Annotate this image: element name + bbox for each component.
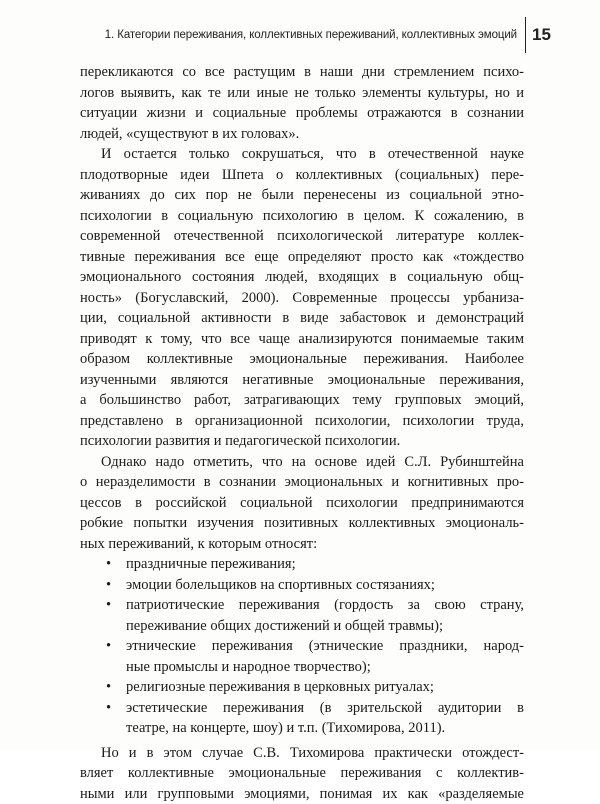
body-text (80, 62, 524, 804)
list-item-text: религиозные переживания в церковных ритуалах; (126, 679, 434, 695)
text-line: Однако надо отметить, что на основе идей С.Л. Рубинштейна (80, 452, 524, 473)
text-line: приводят к тому, что все чаще анализируются понимаемые таким (80, 329, 524, 350)
paragraph (80, 743, 524, 804)
text-line: логов выявить, как те или иные не только элементы культуры, но и (80, 83, 524, 104)
list-item-text: переживание общих достижений и общей травмы); (80, 616, 524, 637)
bullet-icon: • (106, 554, 111, 575)
text-line: современной отечественной психологической литературе коллек- (80, 226, 524, 247)
list-item-text: праздничные переживания; (126, 556, 296, 572)
text-line: ситуации жизни и социальные проблемы отражаются в сознании (80, 103, 524, 124)
text-line: И остается только сокрушаться, что в отечественной науке (80, 144, 524, 165)
list-item-line (80, 595, 524, 616)
bullet-icon: • (106, 595, 111, 616)
bullet-icon: • (106, 636, 111, 657)
paragraph (80, 452, 524, 555)
text-line: эмоционального состояния людей, входящих в социальную общ- (80, 267, 524, 288)
text-line: психологии в социальную психологию в целом. К сожалению, в (80, 206, 524, 227)
list-item (80, 677, 524, 698)
bullet-list (80, 554, 524, 739)
paragraph (80, 62, 524, 144)
text-line: ными или групповыми эмоциями, понимая их как «разделяемые (80, 784, 524, 804)
text-line: ции, социальной активности в виде забастовок и демонстраций (80, 308, 524, 329)
text-line: цессов в российской социальной психологии предпринимаются (80, 493, 524, 514)
text-line: психологии развития и педагогической психологии. (80, 431, 524, 452)
text-line: живаниях до сих пор не были перенесены из социальной этно- (80, 185, 524, 206)
bullet-icon: • (106, 575, 111, 596)
bullet-icon: • (106, 698, 111, 719)
text-line: вляет коллективные эмоциональные переживания с коллектив- (80, 763, 524, 784)
list-item-text: театре, на концерте, шоу) и т.п. (Тихомирова, 2011). (80, 718, 524, 739)
list-item-text: эмоции болельщиков на спортивных состязаниях; (126, 577, 435, 593)
text-line: о неразделимости в сознании эмоциональных и когнитивных про- (80, 472, 524, 493)
text-line: представлено в организационной психологии, психологии труда, (80, 411, 524, 432)
list-item (80, 554, 524, 575)
text-line: а большинство работ, затрагивающих тему групповых эмоций, (80, 390, 524, 411)
list-item-line (80, 554, 524, 575)
bullet-icon: • (106, 677, 111, 698)
text-line: робкие попытки изучения позитивных коллективных эмоциональ- (80, 513, 524, 534)
running-header: 1. Категории переживания, коллективных переживаний, коллективных эмоций (98, 17, 526, 53)
text-line: ность» (Богуславский, 2000). Современные процессы урбаниза- (80, 288, 524, 309)
list-item-line (80, 636, 524, 657)
text-line: ных переживаний, к которым относят: (80, 534, 524, 555)
text-line: перекликаются со все растущим в наши дни стремлением психо- (80, 62, 524, 83)
list-item (80, 636, 524, 677)
list-item-line (80, 698, 524, 719)
text-line: образом коллективные эмоциональные переживания. Наиболее (80, 349, 524, 370)
list-item-line (80, 575, 524, 596)
paragraph (80, 144, 524, 452)
list-item (80, 575, 524, 596)
page-number: 15 (532, 17, 551, 53)
list-item-line (80, 677, 524, 698)
text-line: тивные переживания все еще определяют просто как «тождество (80, 247, 524, 268)
text-line: людей, «существуют в их головах». (80, 124, 524, 145)
list-item-text: патриотические переживания (гордость за свою страну, (126, 597, 524, 613)
text-line: плодотворные идеи Шпета о коллективных (социальных) пере- (80, 165, 524, 186)
list-item-text: эстетические переживания (в зрительской аудитории в (126, 700, 524, 716)
text-line: Но и в этом случае С.В. Тихомирова практически отождест- (80, 743, 524, 764)
list-item (80, 698, 524, 739)
text-line: изученными являются негативные эмоциональные переживания, (80, 370, 524, 391)
list-item (80, 595, 524, 636)
list-item-text: ные промыслы и народное творчество); (80, 657, 524, 678)
list-item-text: этнические переживания (этнические праздники, народ- (126, 638, 524, 654)
